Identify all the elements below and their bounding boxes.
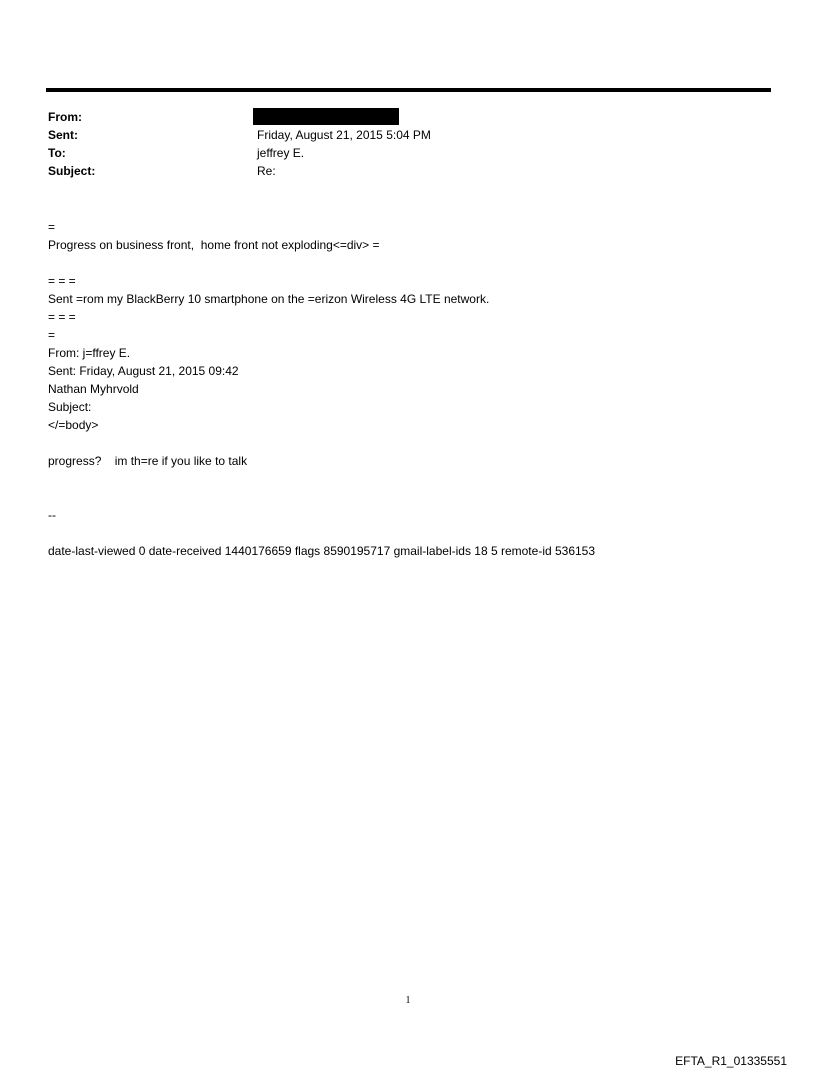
blank-line [48,488,768,506]
quoted-message: progress? im th=re if you like to talk [48,454,248,468]
quoted-recipient: Nathan Myhrvold [48,382,139,396]
quoted-from: From: j=ffrey E. [48,346,131,360]
body-line: Sent =rom my BlackBerry 10 smartphone on the =erizon Wireless 4G LTE network. [48,292,490,306]
blank-line [48,470,768,488]
blank-line [48,524,768,542]
signature-separator: -- [48,508,56,522]
body-line: = = = [48,310,76,324]
document-id: EFTA_R1_01335551 [675,1054,787,1068]
metadata-line: date-last-viewed 0 date-received 1440176659 flags 8590195717 gmail-label-ids 18 5 remote-id 536153 [48,544,596,558]
to-value: jeffrey E. [257,146,305,160]
to-label: To: [48,146,66,160]
blank-line [48,254,768,272]
body-line: Progress on business front, home front not exploding<=div> = [48,238,380,252]
blank-line [48,434,768,452]
subject-label: Subject: [48,164,96,178]
quoted-subject: Subject: [48,400,92,414]
sent-value: Friday, August 21, 2015 5:04 PM [257,128,431,142]
sent-label: Sent: [48,128,78,142]
body-line: = = = [48,274,76,288]
redaction-block [253,108,399,125]
from-label: From: [48,110,82,124]
quoted-sent: Sent: Friday, August 21, 2015 09:42 [48,364,239,378]
email-body [48,218,768,560]
body-line: = [48,328,56,342]
body-line: = [48,220,56,234]
subject-value: Re: [257,164,276,178]
page-number: 1 [405,995,411,1006]
header-rule [46,88,771,92]
body-line: </=body> [48,418,99,432]
